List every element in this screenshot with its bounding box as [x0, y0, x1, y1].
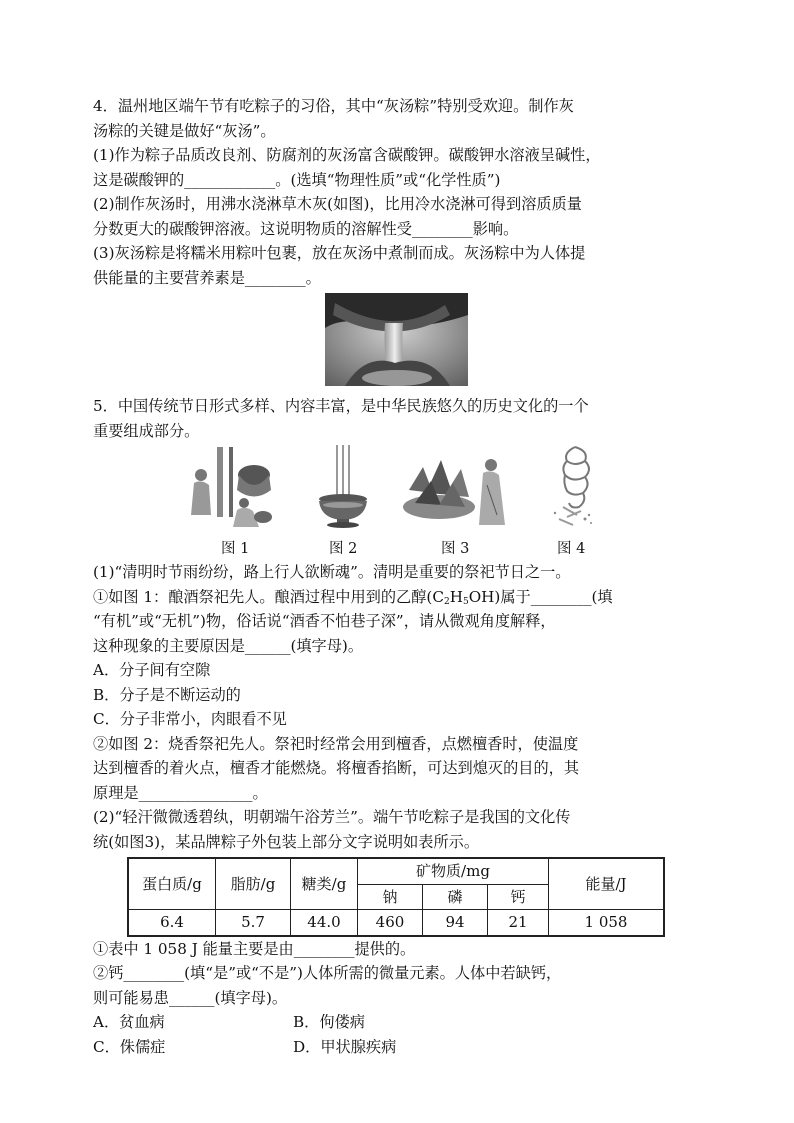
option-a: A．分子间有空隙: [93, 661, 211, 679]
option-c: C．分子非常小，肉眼看不见: [93, 710, 287, 728]
table-cell: 5.7: [216, 910, 291, 936]
option-c: C．侏儒症: [93, 1037, 166, 1056]
ethanol-text: OH)属于________(填: [468, 587, 613, 606]
table-cell: 460: [358, 910, 423, 936]
incense-burner-figure: [313, 445, 373, 530]
q5-line: “有机”或“无机”)物，俗话说“酒香不怕巷子深”，请从微观角度解释，: [93, 612, 556, 630]
table-header: 能量/J: [549, 858, 665, 910]
festival-figures: [93, 445, 703, 560]
q5-line: 这种现象的主要原因是______(填字母)。: [93, 636, 364, 655]
ethanol-text: H: [449, 587, 463, 606]
q4-line: 供能量的主要营养素是________。: [93, 268, 321, 287]
option-row: [93, 1035, 703, 1060]
wine-offering-figure: [189, 445, 274, 530]
question-4: [93, 94, 703, 290]
table-cell: 1 058: [549, 910, 665, 936]
q4-line: 分数更大的碳酸钾溶液。这说明物质的溶解性受________影响。: [93, 219, 519, 238]
table-cell: 94: [423, 910, 488, 936]
figure-caption: 图 4: [557, 541, 586, 557]
table-cell: 6.4: [128, 910, 216, 936]
coil-incense-figure: [545, 445, 605, 530]
q4-line: 汤粽的关键是做好“灰汤”。: [93, 121, 276, 140]
q5-line: 统(如图3)，某品牌粽子外包装上部分文字说明如表所示。: [93, 832, 480, 851]
table-header: 糖类/g: [291, 858, 358, 910]
figure-caption: 图 3: [441, 541, 470, 557]
table-subheader: 钠: [358, 884, 423, 910]
q4-line: (3)灰汤粽是将糯米用粽叶包裹，放在灰汤中煮制而成。灰汤粽中为人体提: [93, 244, 586, 262]
q4-line: 4．温州地区端午节有吃粽子的习俗，其中“灰汤粽”特别受欢迎。制作灰: [93, 97, 574, 115]
q4-line: 这是碳酸钾的____________。(选填“物理性质”或“化学性质”): [93, 170, 501, 189]
q5-line: ①表中 1 058 J 能量主要是由________提供的。: [93, 939, 416, 958]
question-5: [93, 394, 703, 1059]
table-header: 脂肪/g: [216, 858, 291, 910]
figure-caption: 图 1: [221, 541, 250, 557]
option-a: A．贫血病: [93, 1013, 165, 1031]
table-header: 矿物质/mg: [358, 858, 549, 884]
q5-line: ②钙________(填“是”或“不是”)人体所需的微量元素。人体中若缺钙，: [93, 964, 562, 982]
table-header: 蛋白质/g: [128, 858, 216, 910]
figure-caption: 图 2: [329, 541, 358, 557]
table-subheader: 钙: [488, 884, 549, 910]
q4-line: (2)制作灰汤时，用沸水浇淋草木灰(如图)，比用冷水浇淋可得到溶质质量: [93, 195, 582, 213]
q5-line: (2)“轻汗微微透碧纨，明朝端午浴芳兰”。端午节吃粽子是我国的文化传: [93, 808, 571, 826]
option-d: D．甲状腺疾病: [293, 1037, 397, 1056]
q5-line: 则可能易患______(填字母)。: [93, 988, 288, 1007]
q5-part1-line: (1)“清明时节雨纷纷，路上行人欲断魂”。清明是重要的祭祀节日之一。: [93, 563, 571, 581]
q5-intro-line: 5．中国传统节日形式多样、内容丰富，是中华民族悠久的历史文化的一个: [93, 397, 589, 415]
q5-line: ②如图 2：烧香祭祀先人。祭祀时经常会用到檀香，点燃檀香时，使温度: [93, 734, 579, 753]
q5-line: 原理是_______________。: [93, 783, 268, 802]
ethanol-text: ①如图 1：酿酒祭祀先人。酿酒过程中用到的乙醇(C: [93, 587, 444, 606]
worksheet-page: [93, 94, 703, 1059]
q5-intro-line: 重要组成部分。: [93, 421, 200, 440]
q4-line: (1)作为粽子品质改良剂、防腐剂的灰汤富含碳酸钾。碳酸钾水溶液呈碱性，: [93, 146, 601, 164]
table-cell: 44.0: [291, 910, 358, 936]
option-b: B．佝偻病: [293, 1013, 365, 1031]
option-b: B．分子是不断运动的: [93, 685, 241, 704]
q5-line: 达到檀香的着火点，檀香才能燃烧。将檀香掐断，可达到熄灭的目的，其: [93, 759, 579, 777]
nutrition-table: [127, 857, 665, 937]
zongzi-figure: [401, 445, 513, 530]
q5-ethanol-line: [93, 585, 703, 610]
option-row: [93, 1010, 703, 1035]
pouring-water-photo: [325, 293, 468, 386]
table-cell: 21: [488, 910, 549, 936]
subscript: 5: [462, 596, 469, 607]
subscript: 2: [443, 596, 450, 607]
table-subheader: 磷: [423, 884, 488, 910]
table-row: [128, 910, 664, 936]
